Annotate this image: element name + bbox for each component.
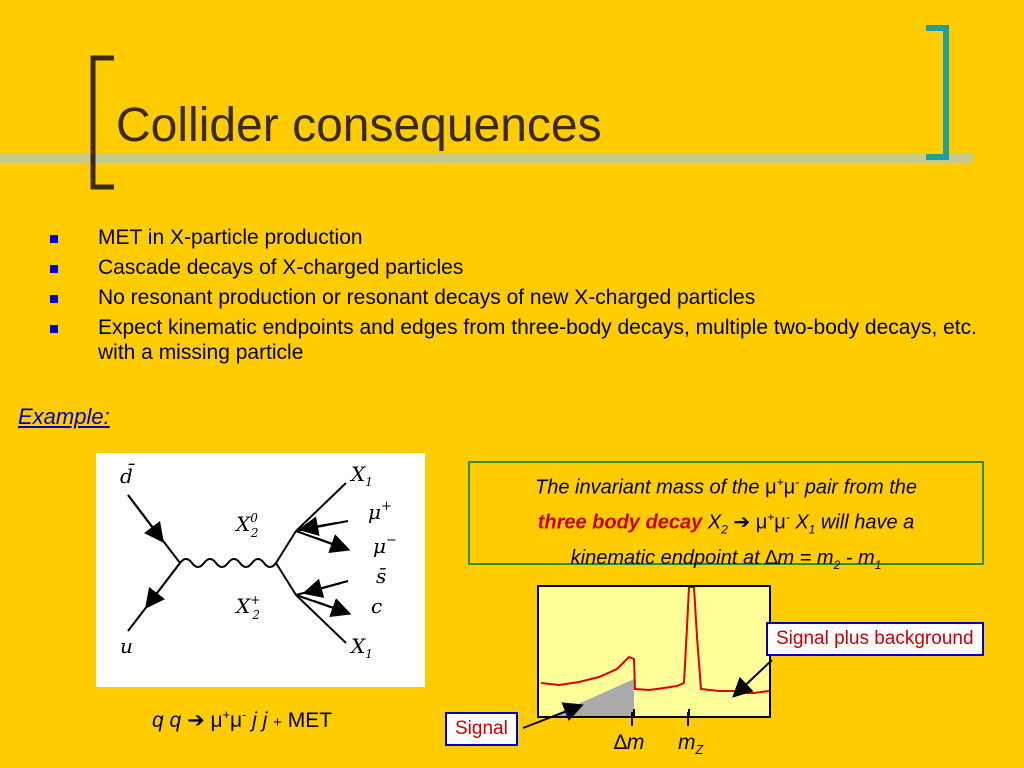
bullet-item: No resonant production or resonant decays of new X-charged particles: [50, 285, 990, 310]
slide-title: Collider consequences: [116, 99, 602, 152]
bullet-item: MET in X-particle production: [50, 225, 990, 250]
bullet-item: Cascade decays of X-charged particles: [50, 255, 990, 280]
bullet-item: Expect kinematic endpoints and edges from three-body decays, multiple two-body decays, etc. with a missing particle: [50, 315, 990, 365]
bullet-list: [50, 225, 990, 370]
signal-plus-background-callout: Signal plus background: [766, 622, 984, 656]
bullet-square-icon: [50, 325, 58, 333]
signal-callout: Signal: [445, 712, 518, 746]
bullet-square-icon: [50, 235, 58, 243]
sbar-label: s̄: [376, 564, 387, 588]
feynman-diagram: [96, 453, 425, 687]
bullet-square-icon: [50, 295, 58, 303]
example-link[interactable]: Example:: [18, 404, 110, 429]
spectrum-curve: [541, 587, 769, 693]
invariant-mass-note: The invariant mass of the μ+μ- pair from the three body decay $X_2$ ➔ μ+μ- $X_1$ will have a kinematic endpoint at $\Delta m = m_2 - m_1$: [468, 461, 984, 565]
x1-bottom-label: $X_1$: [351, 634, 373, 661]
bullet-square-icon: [50, 265, 58, 273]
u-label: u: [120, 634, 133, 658]
x1-top-label: $X_1$: [351, 462, 373, 489]
mu-minus-label: μ−: [373, 533, 397, 558]
mu-plus-label: μ+: [368, 499, 392, 524]
left-bracket-decoration: [88, 55, 118, 190]
mz-label: $m_Z$: [678, 731, 704, 758]
title-underline: [0, 153, 973, 163]
plot-ticks: [620, 712, 700, 728]
mass-spectrum-plot: [537, 585, 771, 718]
x20-label: $X^0$ 2: [236, 511, 259, 540]
dbar-label: d̄: [120, 464, 133, 488]
delta-m-label: ∆m: [614, 731, 645, 754]
right-bracket-decoration: [922, 25, 952, 160]
c-label: c: [371, 594, 383, 618]
x2plus-label: X+ 2: [236, 593, 261, 622]
process-formula: q q ➔ μ+μ- j j + MET: [152, 708, 333, 732]
